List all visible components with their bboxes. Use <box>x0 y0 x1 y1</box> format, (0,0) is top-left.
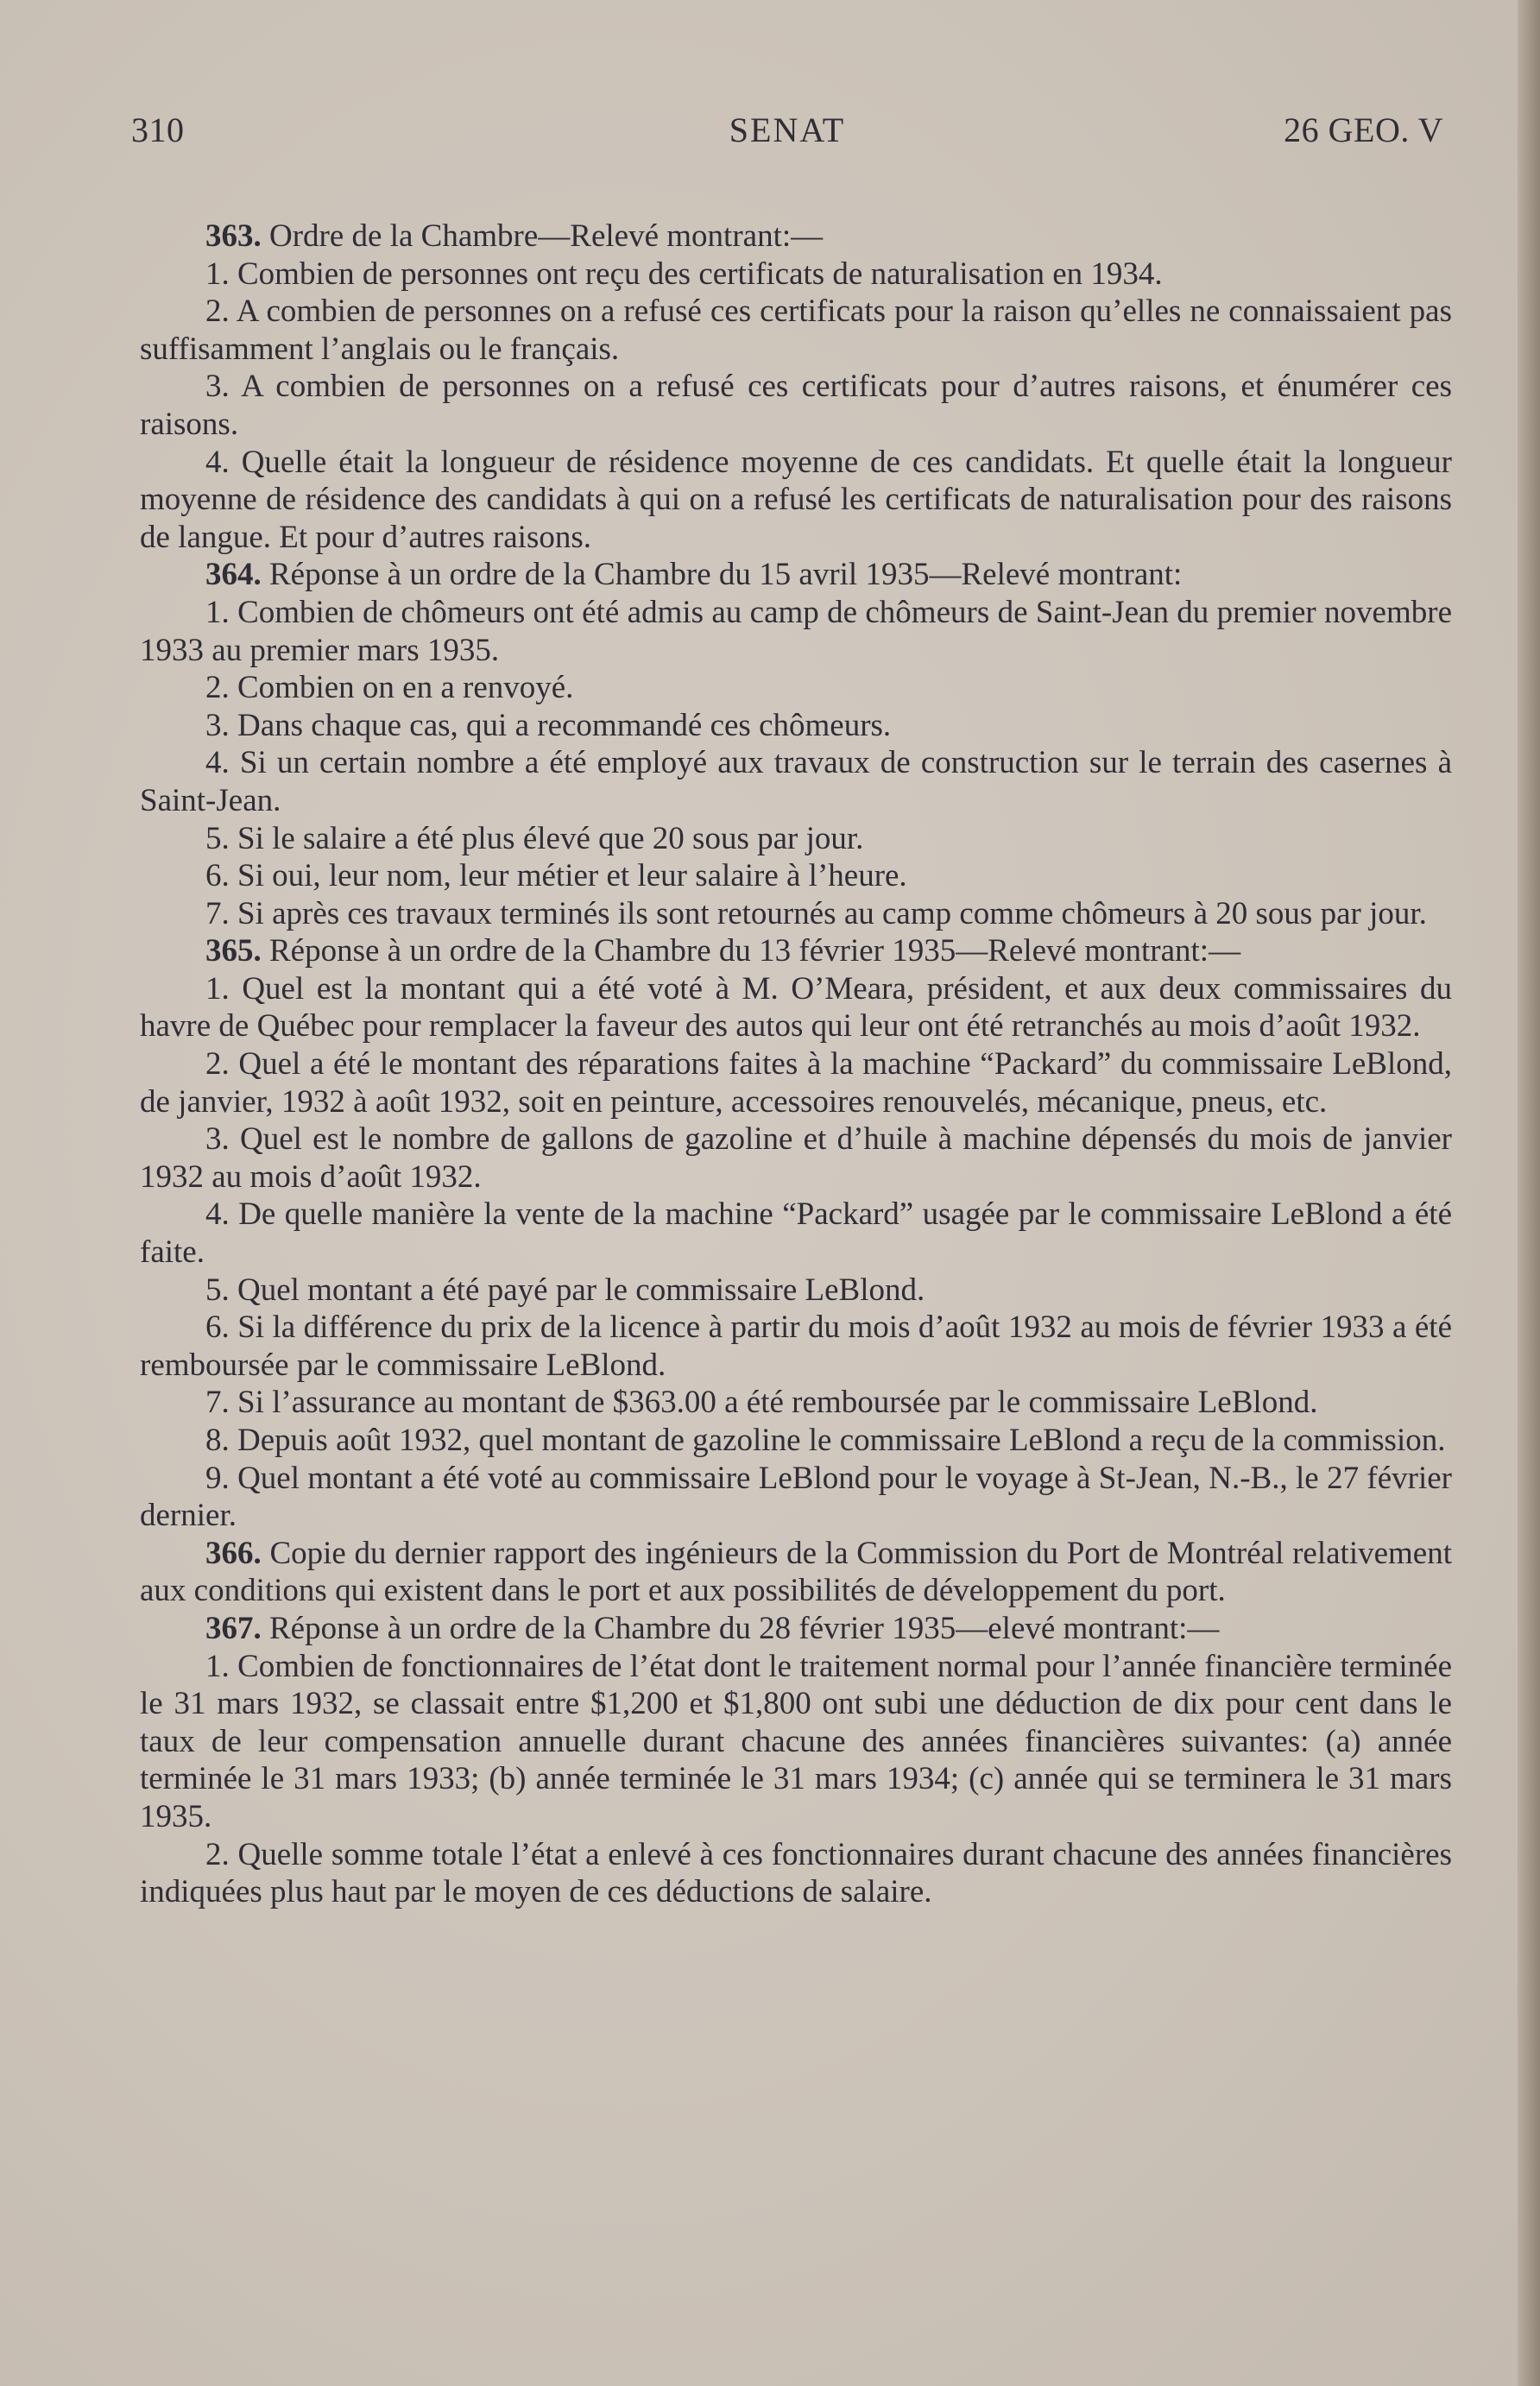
question: 1. Combien de personnes ont reçu des certificats de naturalisation en 1934. <box>205 256 1163 292</box>
running-head <box>131 109 1443 152</box>
page-title: SENAT <box>729 110 846 149</box>
question: 2. Combien on en a renvoyé. <box>205 670 574 706</box>
question: 1. Combien de fonctionnaires de l’état dont le traitement normal pour l’année financière terminée le 31 mars 1932, se classait entre $1,200 et $1,800 ont subi une déduction de dix pour cent dans le taux de leur compensation annuelle durant chacune des années financières suivantes: (a) année terminée le 31 mars 1933; (b) année terminée le 31 mars 1934; (c) année qui se terminera le 31 mars 1935. <box>140 1648 1452 1834</box>
question: 9. Quel montant a été voté au commissaire LeBlond pour le voyage à St-Jean, N.-B., le 27 février dernier. <box>140 1460 1452 1534</box>
question: 8. Depuis août 1932, quel montant de gazoline le commissaire LeBlond a reçu de la commission. <box>205 1423 1446 1458</box>
question: 7. Si l’assurance au montant de $363.00 a été remboursée par le commissaire LeBlond. <box>205 1385 1318 1421</box>
question: 5. Quel montant a été payé par le commissaire LeBlond. <box>205 1272 925 1308</box>
question: 4. Quelle était la longueur de résidence moyenne de ces candidats. Et quelle était la longueur moyenne de résidence des candidats à qui on a refusé les certificats de naturalisation pour des raisons de langue. Et pour d’autres raisons. <box>140 444 1452 555</box>
question: 3. Dans chaque cas, qui a recommandé ces chômeurs. <box>205 707 892 743</box>
item-number: 366. <box>205 1535 262 1571</box>
item-number: 365. <box>205 933 262 969</box>
item-intro: 364. Réponse à un ordre de la Chambre du 15 avril 1935—Relevé montrant: <box>205 557 1183 593</box>
item-number: 367. <box>205 1610 262 1646</box>
question: 3. A combien de personnes on a refusé ces certificats pour d’autres raisons, et énumérer ces raisons. <box>140 369 1452 442</box>
question: 5. Si le salaire a été plus élevé que 20 sous par jour. <box>205 820 864 856</box>
question: 1. Combien de chômeurs ont été admis au camp de chômeurs de Saint-Jean du premier novembre 1933 au premier mars 1935. <box>140 594 1452 668</box>
question: 4. Si un certain nombre a été employé aux travaux de construction sur le terrain des casernes à Saint-Jean. <box>140 745 1452 818</box>
document-body <box>140 218 1452 1911</box>
question: 6. Si la différence du prix de la licence à partir du mois d’août 1932 au mois de février 1933 a été remboursée par le commissaire LeBlond. <box>140 1310 1452 1383</box>
reign-label: 26 GEO. V <box>1284 110 1443 149</box>
item-number: 363. <box>205 218 262 254</box>
item-number: 364. <box>205 557 262 593</box>
page-number: 310 <box>131 110 185 149</box>
item-intro: 366. Copie du dernier rapport des ingénieurs de la Commission du Port de Montréal relativement aux conditions qui existent dans le port et aux possibilités de développement du port. <box>140 1535 1452 1609</box>
page-edge <box>1518 0 1540 2386</box>
item-intro: 365. Réponse à un ordre de la Chambre du 13 février 1935—Relevé montrant:— <box>205 933 1241 969</box>
question: 4. De quelle manière la vente de la machine “Packard” usagée par le commissaire LeBlond a été faite. <box>140 1196 1452 1271</box>
item-intro: 363. Ordre de la Chambre—Relevé montrant:— <box>205 218 824 254</box>
question: 7. Si après ces travaux terminés ils sont retournés au camp comme chômeurs à 20 sous par jour. <box>205 895 1427 931</box>
question: 1. Quel est la montant qui a été voté à M. O’Meara, président, et aux deux commissaires du havre de Québec pour remplacer la faveur des autos qui leur ont été retranchés au mois d’août 1932. <box>140 970 1452 1045</box>
question: 2. Quelle somme totale l’état a enlevé à ces fonctionnaires durant chacune des années financières indiquées plus haut par le moyen de ces déductions de salaire. <box>140 1836 1452 1910</box>
question: 3. Quel est le nombre de gallons de gazoline et d’huile à machine dépensés du mois de janvier 1932 au mois d’août 1932. <box>140 1121 1452 1195</box>
question: 6. Si oui, leur nom, leur métier et leur salaire à l’heure. <box>205 858 907 894</box>
question: 2. Quel a été le montant des réparations faites à la machine “Packard” du commissaire LeBlond, de janvier, 1932 à août 1932, soit en peinture, accessoires renouvelés, mécanique, pneus, etc. <box>140 1046 1452 1120</box>
question: 2. A combien de personnes on a refusé ces certificats pour la raison qu’elles ne connaissaient pas suffisamment l’anglais ou le français. <box>140 294 1452 367</box>
item-intro: 367. Réponse à un ordre de la Chambre du 28 février 1935—elevé montrant:— <box>205 1610 1220 1646</box>
